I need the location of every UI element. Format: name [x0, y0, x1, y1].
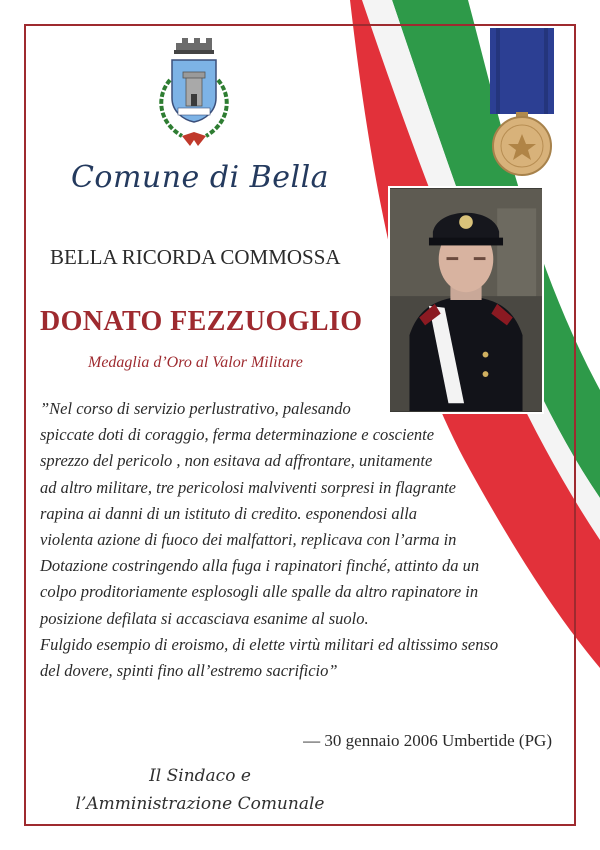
signature-block: [60, 762, 340, 818]
portrait-photo: [388, 186, 544, 414]
comune-title: Comune di Bella: [70, 160, 330, 195]
citation-line: ”Nel corso di servizio perlustrativo, palesando: [40, 399, 351, 418]
subtitle: BELLA RICORDA COMMOSSA: [50, 245, 341, 269]
honoree-name: DONATO FEZZUOGLIO: [40, 306, 363, 337]
citation-line: del dovere, spinti fino all’estremo sacrificio”: [40, 661, 338, 681]
citation-line: Dotazione costringendo alla fuga i rapinatori finché, attinto da un: [40, 556, 480, 576]
citation-line: Fulgido esempio di eroismo, di elette virtù militari ed altissimo senso: [40, 634, 499, 654]
citation-line: spiccate doti di coraggio, ferma determinazione e cosciente: [40, 425, 435, 445]
tower-icon: [183, 72, 205, 106]
citation-line: colpo proditoriamente esplosogli alle spalle da altro rapinatore in: [40, 582, 479, 602]
citation-line: rapina ai danni di un istituto di credito. esponendosi alla: [40, 503, 418, 523]
municipal-crest-icon: [148, 36, 240, 154]
crown-icon: [174, 38, 214, 54]
date-location: — 30 gennaio 2006 Umbertide (PG): [303, 731, 552, 750]
citation-line: ad altro militare, tre pericolosi malviventi sorpresi in flagrante: [40, 477, 456, 497]
citation-line: violenta azione di fuoco dei malfattori, replicava con l’arma in: [40, 530, 457, 550]
crest-bow: [182, 132, 206, 146]
citation-line: sprezzo del pericolo , non esitava ad affrontare, unitamente: [40, 451, 433, 471]
signature-line-1: Il Sindaco e: [149, 766, 251, 786]
citation-text: [40, 396, 580, 684]
award-title: Medaglia d’Oro al Valor Militare: [88, 354, 303, 371]
medal-icon: [486, 28, 558, 178]
citation-line: posizione defilata si accasciava esanime al suolo.: [40, 608, 369, 628]
signature-line-2: l’Amministrazione Comunale: [75, 794, 325, 814]
